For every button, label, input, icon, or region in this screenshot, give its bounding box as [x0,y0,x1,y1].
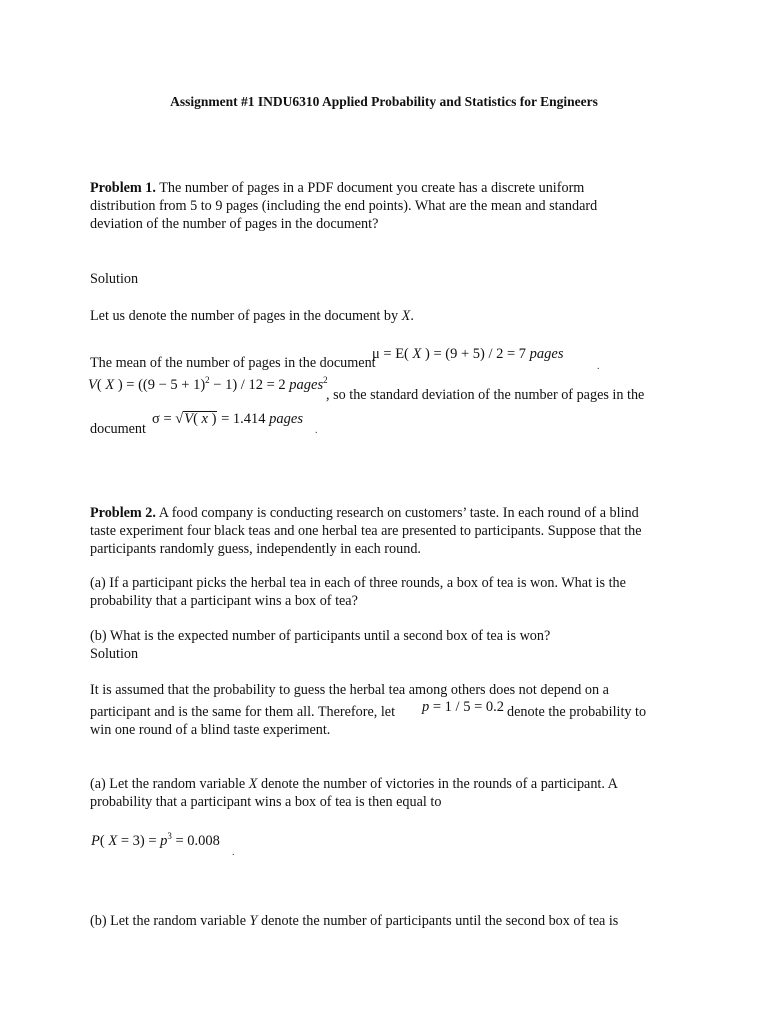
denote-variable: X [401,308,411,324]
pa-part-3: = 0.008 [171,833,220,849]
denote-text: Let us denote the number of pages in the document by [90,308,402,324]
pa-p: p [160,833,168,849]
mean-eq-x: X [412,346,422,362]
sd-value: = 1.414 [217,411,270,427]
document-word: document [90,421,146,437]
answer-a-text-2: denote the number of victories in the rounds of a participant. A [257,776,618,792]
variance-equation [88,376,328,394]
solution-line-2b: denote the probability to [507,704,647,720]
answer-a-line-1 [90,775,618,793]
variance-followup-text: , so the standard deviation of the number of pages in the [326,387,645,403]
sd-root-x: x [201,411,208,427]
var-eq-unit-exponent: 2 [323,375,328,386]
solution-line-1: It is assumed that the probability to guess the herbal tea among others does not depend on a [90,682,609,698]
problem-2-text-1: A food company is conducting research on customers’ taste. In each round of a blind [155,505,639,521]
problem-1-line-1 [90,179,584,197]
sd-root-part-1: ( [193,411,202,427]
var-eq-unit: pages [289,377,324,393]
answer-b-text-2: denote the number of participants until the second box of tea is [257,913,619,929]
mean-eq-part-2: ) = (9 + 5) / 2 = 7 [421,346,530,362]
denote-period: . [410,308,414,324]
mean-eq-period: . [597,361,600,372]
pa-part-2: = 3) = [117,833,161,849]
problem-2-line-1 [90,504,639,522]
pa-period: . [232,847,235,858]
mean-eq-part-1: μ = E( [372,346,413,362]
document-title: Assignment #1 INDU6310 Applied Probability and Statistics for Engineers [170,94,598,109]
var-eq-x: X [105,377,115,393]
var-eq-exponent: 2 [205,375,210,386]
solution-line-2a: participant and is the same for them all. Therefore, let [90,704,396,720]
var-eq-part-3: − 1) / 12 = 2 [209,377,290,393]
sd-eq-period: . [315,425,318,436]
var-eq-part-1: ( [96,377,106,393]
answer-a-variable: X [248,776,258,792]
problem-1-label: Problem 1. [90,180,156,196]
problem-1-line-3: deviation of the number of pages in the document? [90,216,379,232]
problem-1-line-2: distribution from 5 to 9 pages (including the end points). What are the mean and standard [90,198,598,214]
sd-radical-sign: √ [175,411,184,427]
pa-part-1: ( [99,833,109,849]
sd-radicand [183,411,217,427]
pa-P: P [91,833,100,849]
question-b: (b) What is the expected number of participants until a second box of tea is won? [90,628,551,644]
sd-equation [152,410,303,428]
problem-2-line-3: participants randomly guess, independently in each round. [90,541,421,557]
question-a-line-2: probability that a participant wins a box of tea? [90,593,358,609]
question-a-line-1: (a) If a participant picks the herbal tea in each of three rounds, a box of tea is won. What is the [90,575,626,591]
var-eq-part-2: ) = ((9 − 5 + 1) [114,377,206,393]
answer-b-variable: Y [249,913,258,929]
p-eq-value: = 1 / 5 = 0.2 [429,699,505,715]
sd-unit: pages [269,411,303,427]
probability-equation [91,832,220,850]
problem-1-text-1: The number of pages in a PDF document you create has a discrete uniform [155,180,585,196]
var-eq-v: V [88,377,97,393]
answer-b-text-1: (b) Let the random variable [90,913,250,929]
problem-1-denote-line [90,307,414,325]
pa-exponent: 3 [167,831,172,842]
mean-eq-unit: pages [529,346,564,362]
problem-1-solution-heading: Solution [90,271,139,287]
problem-2-line-2: taste experiment four black teas and one herbal tea are presented to participants. Suppose that the [90,523,642,539]
p-equation [422,698,504,716]
problem-2-label: Problem 2. [90,505,156,521]
mean-equation [372,345,564,363]
sd-root-part-2: ) [207,411,217,427]
p-eq-p: p [422,699,430,715]
sd-sigma: σ = [152,411,176,427]
solution-line-3: win one round of a blind taste experiment. [90,722,331,738]
pa-x: X [108,833,118,849]
answer-a-line-2: probability that a participant wins a box of tea is then equal to [90,794,442,810]
sd-root-v: V [184,411,194,427]
mean-text: The mean of the number of pages in the document [90,355,376,371]
answer-a-text-1: (a) Let the random variable [90,776,249,792]
problem-2-solution-heading: Solution [90,646,139,662]
answer-b-line-1 [90,912,618,930]
